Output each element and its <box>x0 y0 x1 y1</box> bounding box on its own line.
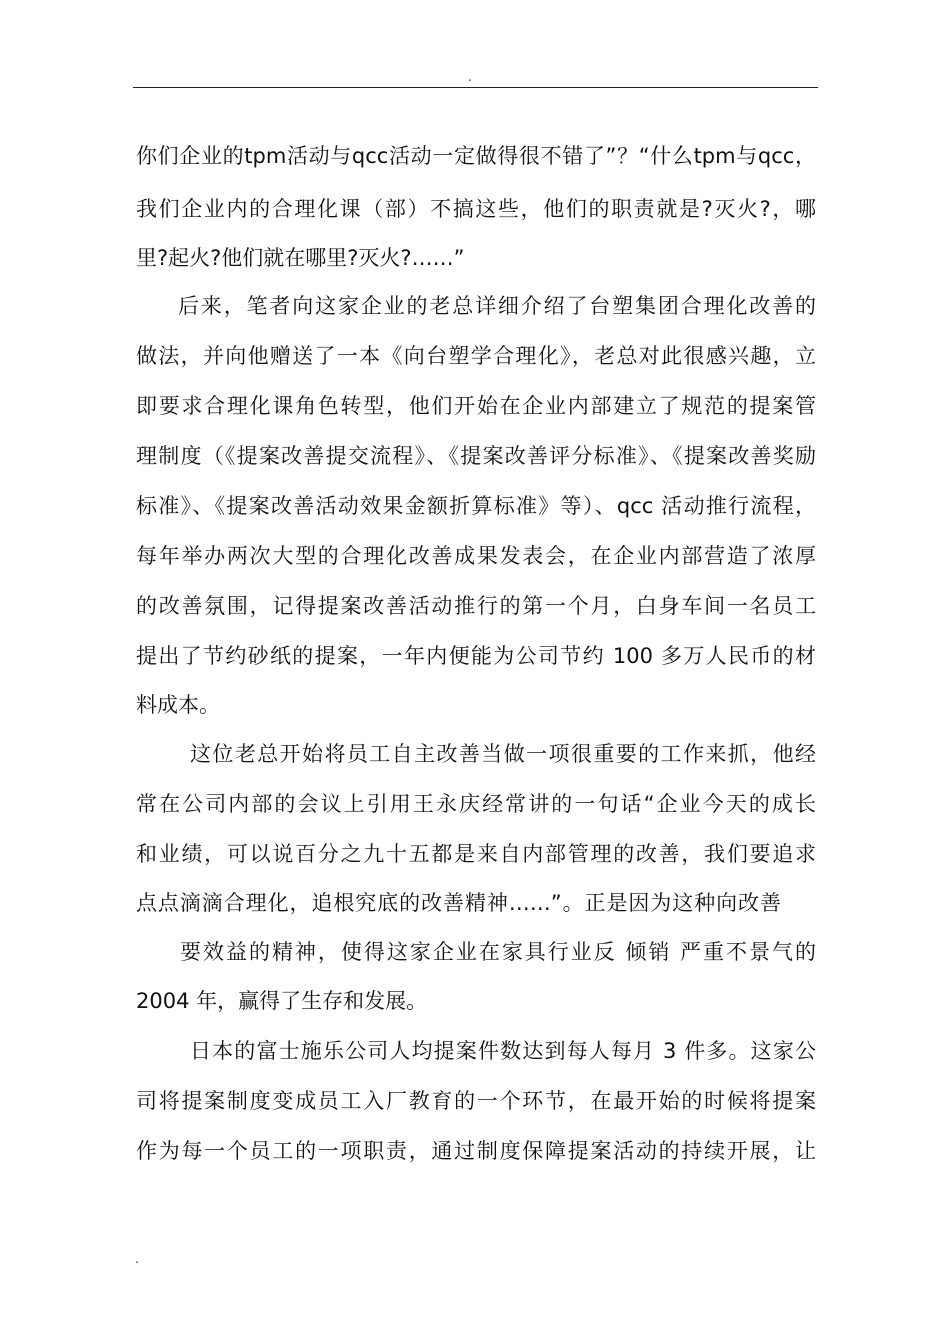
text-line: 做法，并向他赠送了一本《向台塑学合理化》，老总对此很感兴趣，立 <box>136 344 816 368</box>
text-line: 我们企业内的合理化课（部）不搞这些，他们的职责就是?灭火?，哪 <box>136 197 816 221</box>
text-line: 你们企业的tpm活动与qcc活动一定做得很不错了”？“什么tpm与qcc， <box>136 144 816 168</box>
text-line: 这位老总开始将员工自主改善当做一项很重要的工作来抓，他经 <box>190 742 816 766</box>
text-line: 点点滴滴合理化，追根究底的改善精神……”。正是因为这种向改善 <box>136 891 781 915</box>
text-line: 理制度（《提案改善提交流程》、《提案改善评分标准》、《提案改善奖励 <box>136 444 816 468</box>
text-line: 里?起火?他们就在哪里?灭火?……” <box>136 246 465 270</box>
text-line: 即要求合理化课角色转型，他们开始在企业内部建立了规范的提案管 <box>136 394 816 418</box>
text-line: 和业绩，可以说百分之九十五都是来自内部管理的改善，我们要追求 <box>136 842 816 866</box>
text-line: 料成本。 <box>136 693 220 717</box>
text-line: 2004 年，赢得了生存和发展。 <box>136 989 428 1013</box>
text-line: 的改善氛围，记得提案改善活动推行的第一个月，白身车间一名员工 <box>136 594 816 618</box>
header-rule <box>133 87 818 88</box>
text-line: 日本的富士施乐公司人均提案件数达到每人每月 3 件多。这家公 <box>190 1039 816 1063</box>
text-line: 提出了节约砂纸的提案，一年内便能为公司节约 100 多万人民币的材 <box>136 644 816 668</box>
text-line: 司将提案制度变成员工入厂教育的一个环节，在最开始的时候将提案 <box>136 1089 816 1113</box>
header-mark: . <box>468 70 472 84</box>
text-line: 标准》、《提案改善活动效果金额折算标准》等）、qcc 活动推行流程， <box>136 494 816 518</box>
text-line: 常在公司内部的会议上引用王永庆经常讲的一句话“企业今天的成长 <box>136 792 816 816</box>
text-line: 要效益的精神，使得这家企业在家具行业反 倾销 严重不景气的 <box>180 940 816 964</box>
text-line: 后来，笔者向这家企业的老总详细介绍了台塑集团合理化改善的 <box>178 294 816 318</box>
text-line: 每年举办两次大型的合理化改善成果发表会，在企业内部营造了浓厚 <box>136 544 816 568</box>
footer-mark: . <box>135 1252 139 1266</box>
text-line: 作为每一个员工的一项职责，通过制度保障提案活动的持续开展，让 <box>136 1139 816 1163</box>
